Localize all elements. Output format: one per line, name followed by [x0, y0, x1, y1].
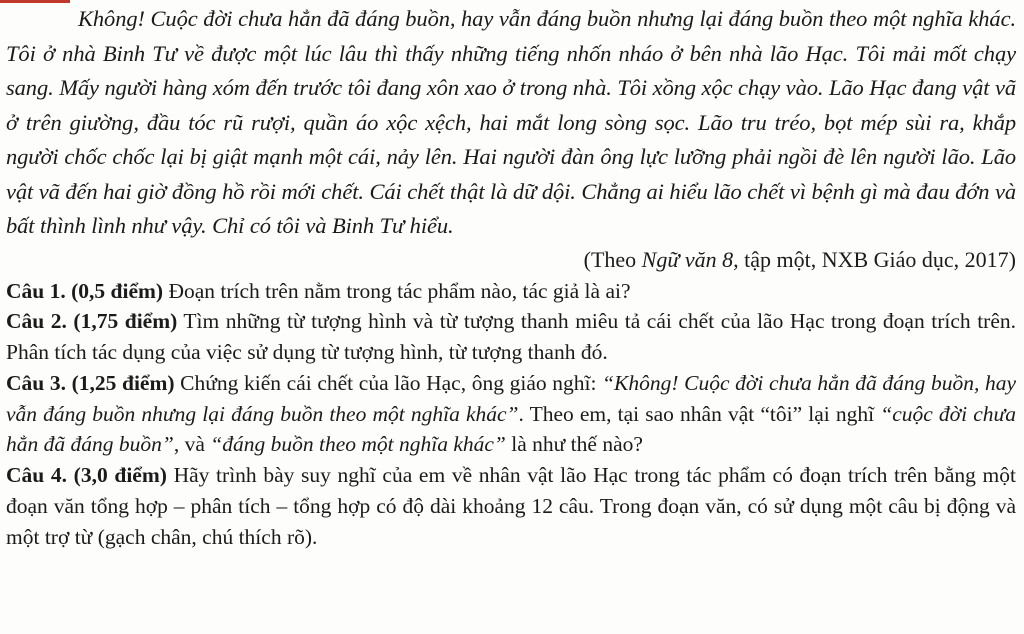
- red-margin-mark: [0, 0, 70, 3]
- question-3-label: Câu 3. (1,25 điểm): [6, 370, 175, 395]
- question-3-text-3: , và: [173, 432, 211, 457]
- source-open: (Theo: [583, 246, 642, 272]
- question-list: [6, 276, 1016, 553]
- question-3-quote-1: “Không! Cuộc đời chưa hẳn đã đáng buồn, hay vẫn đáng buồn nhưng lại đáng buồn theo một nghĩa khác”: [6, 370, 1016, 426]
- passage-source: [6, 244, 1016, 276]
- question-3-text-1: Chứng kiến cái chết của lão Hạc, ông giáo nghĩ:: [174, 370, 603, 395]
- question-4: [6, 460, 1016, 552]
- question-3-quote-3: “đáng buồn theo một nghĩa khác”: [210, 432, 506, 457]
- question-3-quote-2: “cuộc đời chưa hẳn đã đáng buồn”: [6, 401, 1016, 457]
- question-2-text: Tìm những từ tượng hình và từ tượng thanh miêu tả cái chết của lão Hạc trong đoạn trích trên. Phân tích tác dụng của việc sử dụng từ tượng hình, từ tượng thanh đó.: [6, 309, 1016, 365]
- question-1-text: Đoạn trích trên nằm trong tác phẩm nào, tác giả là ai?: [163, 278, 631, 303]
- question-2: [6, 306, 1016, 368]
- question-1-label: Câu 1. (0,5 điểm): [6, 278, 164, 303]
- question-2-label: Câu 2. (1,75 điểm): [6, 309, 178, 334]
- reading-passage: Không! Cuộc đời chưa hẳn đã đáng buồn, hay vẫn đáng buồn nhưng lại đáng buồn theo một nghĩa khác. Tôi ở nhà Binh Tư về được một lúc lâu thì thấy những tiếng nhốn nháo ở bên nhà lão Hạc. Tôi mải mốt chạy sang. Mấy người hàng xóm đến trước tôi đang xôn xao ở trong nhà. Tôi xồng xộc chạy vào. Lão Hạc đang vật vã ở trên giường, đầu tóc rũ rượi, quần áo xộc xệch, hai mắt long sòng sọc. Lão tru tréo, bọt mép sùi ra, khắp người chốc chốc lại bị giật mạnh một cái, nảy lên. Hai người đàn ông lực lưỡng phải ngồi đè lên người lão. Lão vật vã đến hai giờ đồng hồ rồi mới chết. Cái chết thật là dữ dội. Chẳng ai hiểu lão chết vì bệnh gì mà đau đớn và bất thình lình như vậy. Chỉ có tôi và Binh Tư hiểu.: [6, 6, 1016, 238]
- question-3-text-4: là như thế nào?: [505, 432, 643, 457]
- source-book-title: Ngữ văn 8: [641, 246, 734, 272]
- question-1: [6, 276, 1016, 307]
- source-rest: , tập một, NXB Giáo dục, 2017): [733, 246, 1016, 272]
- question-4-text: Hãy trình bày suy nghĩ của em về nhân vật lão Hạc trong tác phẩm có đoạn trích trên bằng một đoạn văn tổng hợp – phân tích – tổng hợp có độ dài khoảng 12 câu. Trong đoạn văn, có sử dụng một câu bị động và một trợ từ (gạch chân, chú thích rõ).: [6, 463, 1017, 549]
- question-3-text-2: . Theo em, tại sao nhân vật “tôi” lại nghĩ: [518, 401, 881, 426]
- question-3: [6, 368, 1016, 460]
- question-4-label: Câu 4. (3,0 điểm): [6, 463, 167, 488]
